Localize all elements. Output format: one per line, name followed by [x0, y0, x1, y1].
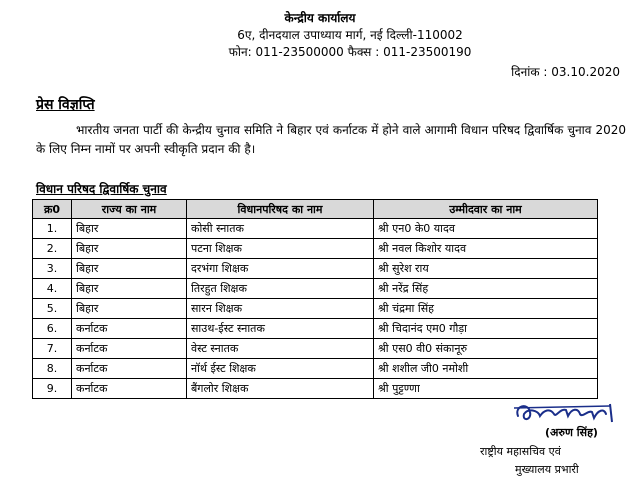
candidate-cell: श्री एस0 वी0 संकानूरु: [374, 339, 598, 359]
header-state: राज्य का नाम: [72, 200, 187, 219]
candidate-cell: श्री शशील जी0 नमोशी: [374, 359, 598, 379]
office-contact: फोन: 011-23500000 फैक्स : 011-23500190: [228, 45, 472, 59]
candidates-table: [32, 199, 598, 399]
office-address: 6ए, दीनदयाल उपाध्याय मार्ग, नई दिल्ली-110002: [237, 28, 463, 42]
table-row: [33, 319, 598, 339]
serial-cell: 6.: [33, 319, 72, 339]
candidate-cell: श्री नरेंद्र सिंह: [374, 279, 598, 299]
candidate-cell: श्री चिदानंद एम0 गौड़ा: [374, 319, 598, 339]
council-cell: कोसी स्नातक: [187, 219, 374, 239]
state-cell: बिहार: [72, 239, 187, 259]
serial-cell: 5.: [33, 299, 72, 319]
header-council: विधानपरिषद का नाम: [187, 200, 374, 219]
candidate-cell: श्री एन0 के0 यादव: [374, 219, 598, 239]
serial-cell: 9.: [33, 379, 72, 399]
state-cell: कर्नाटक: [72, 359, 187, 379]
table-row: [33, 279, 598, 299]
candidate-cell: श्री सुरेश राय: [374, 259, 598, 279]
office-title: केन्द्रीय कार्यालय: [284, 11, 356, 25]
table-row: [33, 259, 598, 279]
state-cell: कर्नाटक: [72, 339, 187, 359]
council-cell: दरभंगा शिक्षक: [187, 259, 374, 279]
council-cell: पटना शिक्षक: [187, 239, 374, 259]
signature-image: [510, 398, 625, 428]
table-row: [33, 379, 598, 399]
header-candidate: उम्मीदवार का नाम: [374, 200, 598, 219]
serial-cell: 3.: [33, 259, 72, 279]
signatory-designation-line2: मुख्यालय प्रभारी: [515, 463, 579, 476]
candidate-cell: श्री नवल किशोर यादव: [374, 239, 598, 259]
serial-cell: 2.: [33, 239, 72, 259]
signatory-designation-line1: राष्ट्रीय महासचिव एवं: [480, 445, 561, 458]
table-row: [33, 339, 598, 359]
table-row: [33, 219, 598, 239]
serial-cell: 4.: [33, 279, 72, 299]
candidate-cell: श्री पुट्टण्णा: [374, 379, 598, 399]
council-cell: नॉर्थ ईस्ट शिक्षक: [187, 359, 374, 379]
table-title: विधान परिषद द्विवार्षिक चुनाव: [36, 182, 167, 196]
body-paragraph: भारतीय जनता पार्टी की केन्द्रीय चुनाव समिति ने बिहार एवं कर्नाटक में होने वाले आगामी विधान परिषद द्विवार्षिक चुनाव 2020 के लिए निम्न नामों पर अपनी स्वीकृति प्रदान की है।: [36, 123, 626, 156]
council-cell: तिरहुत शिक्षक: [187, 279, 374, 299]
council-cell: साउथ-ईस्ट स्नातक: [187, 319, 374, 339]
state-cell: बिहार: [72, 259, 187, 279]
council-cell: सारन शिक्षक: [187, 299, 374, 319]
table-row: [33, 359, 598, 379]
serial-cell: 1.: [33, 219, 72, 239]
table-row: [33, 239, 598, 259]
state-cell: बिहार: [72, 219, 187, 239]
table-header-row: [33, 200, 598, 219]
candidate-cell: श्री चंद्रमा सिंह: [374, 299, 598, 319]
press-release-title: प्रेस विज्ञप्ति: [36, 97, 95, 113]
release-date: दिनांक : 03.10.2020: [511, 65, 620, 79]
state-cell: कर्नाटक: [72, 319, 187, 339]
council-cell: बैंगलोर शिक्षक: [187, 379, 374, 399]
council-cell: वेस्ट स्नातक: [187, 339, 374, 359]
serial-cell: 8.: [33, 359, 72, 379]
state-cell: बिहार: [72, 299, 187, 319]
state-cell: बिहार: [72, 279, 187, 299]
table-row: [33, 299, 598, 319]
serial-cell: 7.: [33, 339, 72, 359]
state-cell: कर्नाटक: [72, 379, 187, 399]
signatory-name: (अरुण सिंह): [545, 426, 598, 439]
header-serial: क्र0: [33, 200, 72, 219]
